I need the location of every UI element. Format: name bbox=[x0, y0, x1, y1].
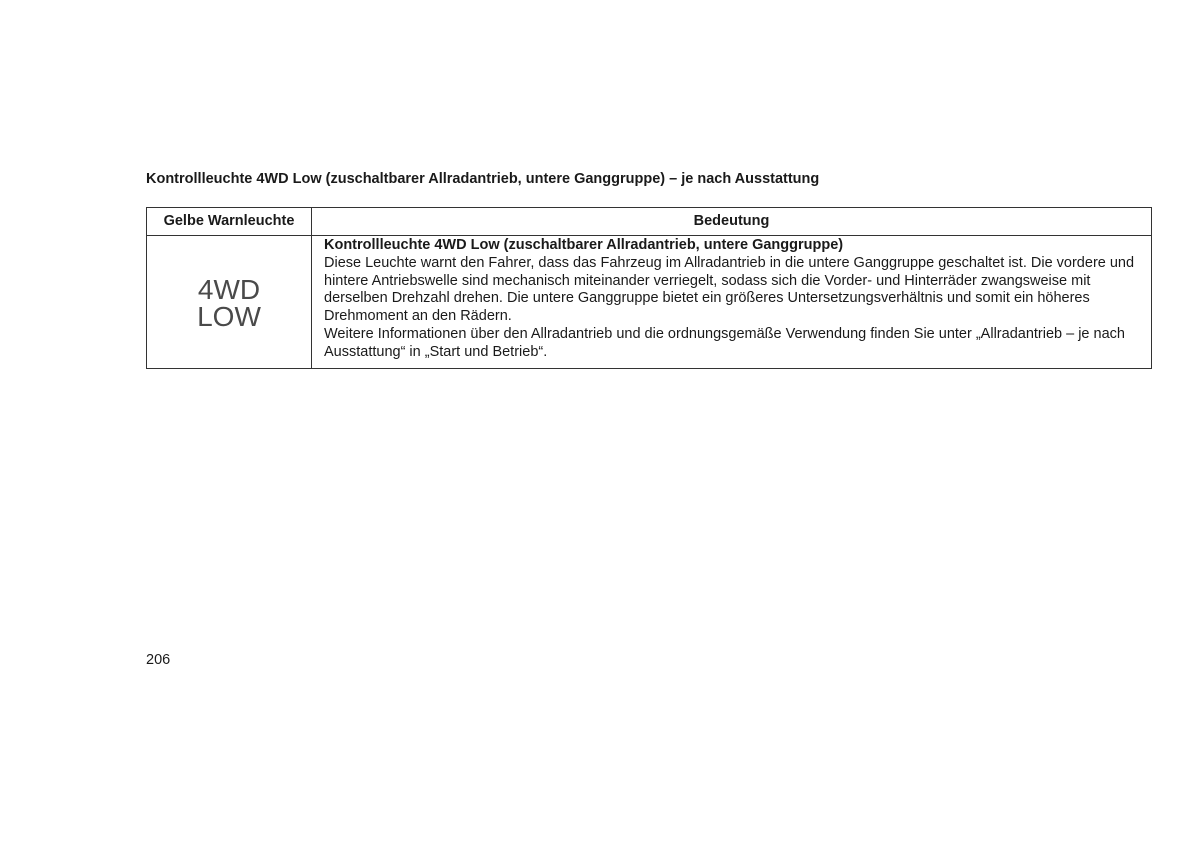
4wd-low-indicator-icon bbox=[197, 273, 261, 332]
warning-light-table bbox=[146, 207, 1152, 369]
warning-light-cell bbox=[147, 236, 312, 369]
table-header-row bbox=[147, 208, 1152, 236]
section-title: Kontrollleuchte 4WD Low (zuschaltbarer Allradantrieb, untere Ganggruppe) – je nach Ausstattung bbox=[146, 171, 820, 187]
meaning-cell bbox=[312, 236, 1152, 369]
table-row bbox=[147, 236, 1152, 369]
meaning-paragraph-reference: Weitere Informationen über den Allradantrieb und die ordnungsgemäße Verwendung finden Sie unter „Allradantrieb – je nach Ausstattung“ in „Start und Betrieb“. bbox=[324, 325, 1125, 360]
header-warning-light: Gelbe Warnleuchte bbox=[147, 208, 312, 236]
page-number: 206 bbox=[146, 652, 171, 668]
meaning-heading: Kontrollleuchte 4WD Low (zuschaltbarer Allradantrieb, untere Ganggruppe) bbox=[324, 237, 844, 253]
header-meaning: Bedeutung bbox=[312, 208, 1152, 236]
indicator-text-line2: LOW bbox=[197, 300, 261, 332]
indicator-text-line1: 4WD bbox=[197, 273, 261, 305]
meaning-paragraph: Diese Leuchte warnt den Fahrer, dass das Fahrzeug im Allradantrieb in die untere Ganggruppe geschaltet ist. Die vordere und hintere Antriebswelle sind mechanisch miteinander verriegelt, sodass sich die Vorder- und Hinterräder zwangsweise mit derselben Drehzahl drehen. Die untere Ganggruppe bietet ein größeres Untersetzungsverhältnis und somit ein höheres Drehmoment an den Rädern. bbox=[324, 254, 1135, 325]
